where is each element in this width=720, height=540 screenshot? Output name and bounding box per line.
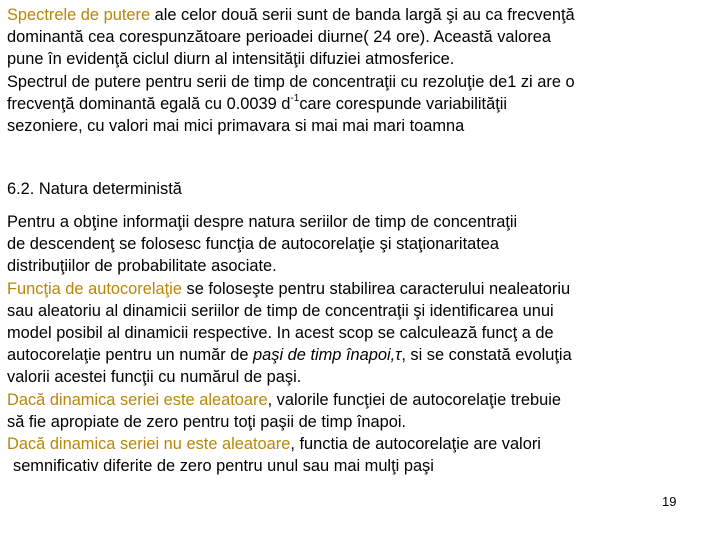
- text-segment: autocorelaţie pentru un număr de: [7, 346, 254, 365]
- highlight-term: Dacă dinamica seriei este aleatoare: [7, 390, 268, 409]
- text-line: dominantă cea corespunzătoare perioadei diurne( 24 ore). Această valorea: [7, 28, 551, 47]
- text-line: [7, 344, 713, 366]
- text-segment: , si se constată evoluţia: [401, 346, 572, 365]
- italic-term: paşi de timp înapoi,τ: [253, 346, 402, 365]
- page-number: 19: [662, 494, 677, 509]
- text-line: sezoniere, cu valori mai mici primavara si mai mai mari toamna: [7, 117, 465, 136]
- text-line: să fie apropiate de zero pentru toţi paşii de timp înapoi.: [7, 412, 407, 431]
- text-segment: , valorile funcţiei de autocorelaţie trebuie: [267, 390, 561, 409]
- text-line: de descendenţ se folosesc funcţia de autocorelaţie şi staţionaritatea: [7, 235, 500, 254]
- highlight-term: Dacă dinamica seriei nu este aleatoare: [7, 435, 291, 454]
- text-line: [7, 278, 713, 300]
- text-line: sau aleatoriu al dinamicii seriilor de timp de concentraţii şi identificarea unui: [7, 301, 554, 320]
- text-segment: care corespunde variabilităţii: [299, 94, 508, 113]
- text-line: [7, 433, 713, 455]
- text-segment: , functia de autocorelaţie are valori: [290, 435, 541, 454]
- text-line: Pentru a obţine informaţii despre natura seriilor de timp de concentraţii: [7, 213, 518, 231]
- highlight-term: Funcţia de autocorelaţie: [7, 279, 182, 298]
- section-heading: 6.2. Natura deterministă: [7, 180, 182, 198]
- text-line: [7, 93, 713, 115]
- highlight-term: Spectrele de putere: [7, 6, 151, 24]
- text-segment: ale celor două serii sunt de banda largă şi au ca frecvenţă: [150, 6, 575, 24]
- text-line: [7, 389, 713, 411]
- text-line: [7, 4, 713, 26]
- text-line: pune în evidenţă ciclul diurn al intensităţii difuziei atmosferice.: [7, 50, 455, 69]
- paragraph-deterministic-nature: [7, 211, 713, 477]
- text-line: Spectrul de putere pentru serii de timp de concentraţii cu rezoluţie de1 zi are o: [7, 72, 575, 91]
- text-line: distribuţiilor de probabilitate asociate.: [7, 257, 277, 276]
- superscript: -1: [290, 93, 300, 105]
- paragraph-power-spectra: [7, 4, 713, 137]
- text-segment: se foloseşte pentru stabilirea caracterului nealeatoriu: [181, 279, 571, 298]
- text-line: valorii acestei funcţii cu numărul de paşi.: [7, 368, 302, 387]
- text-line: model posibil al dinamicii respective. In acest scop se calculează funcţ a de: [7, 324, 554, 343]
- text-segment: frecvenţă dominantă egală cu 0.0039 d: [7, 94, 291, 113]
- text-line: semnificativ diferite de zero pentru unul sau mai mulţi paşi: [13, 457, 434, 476]
